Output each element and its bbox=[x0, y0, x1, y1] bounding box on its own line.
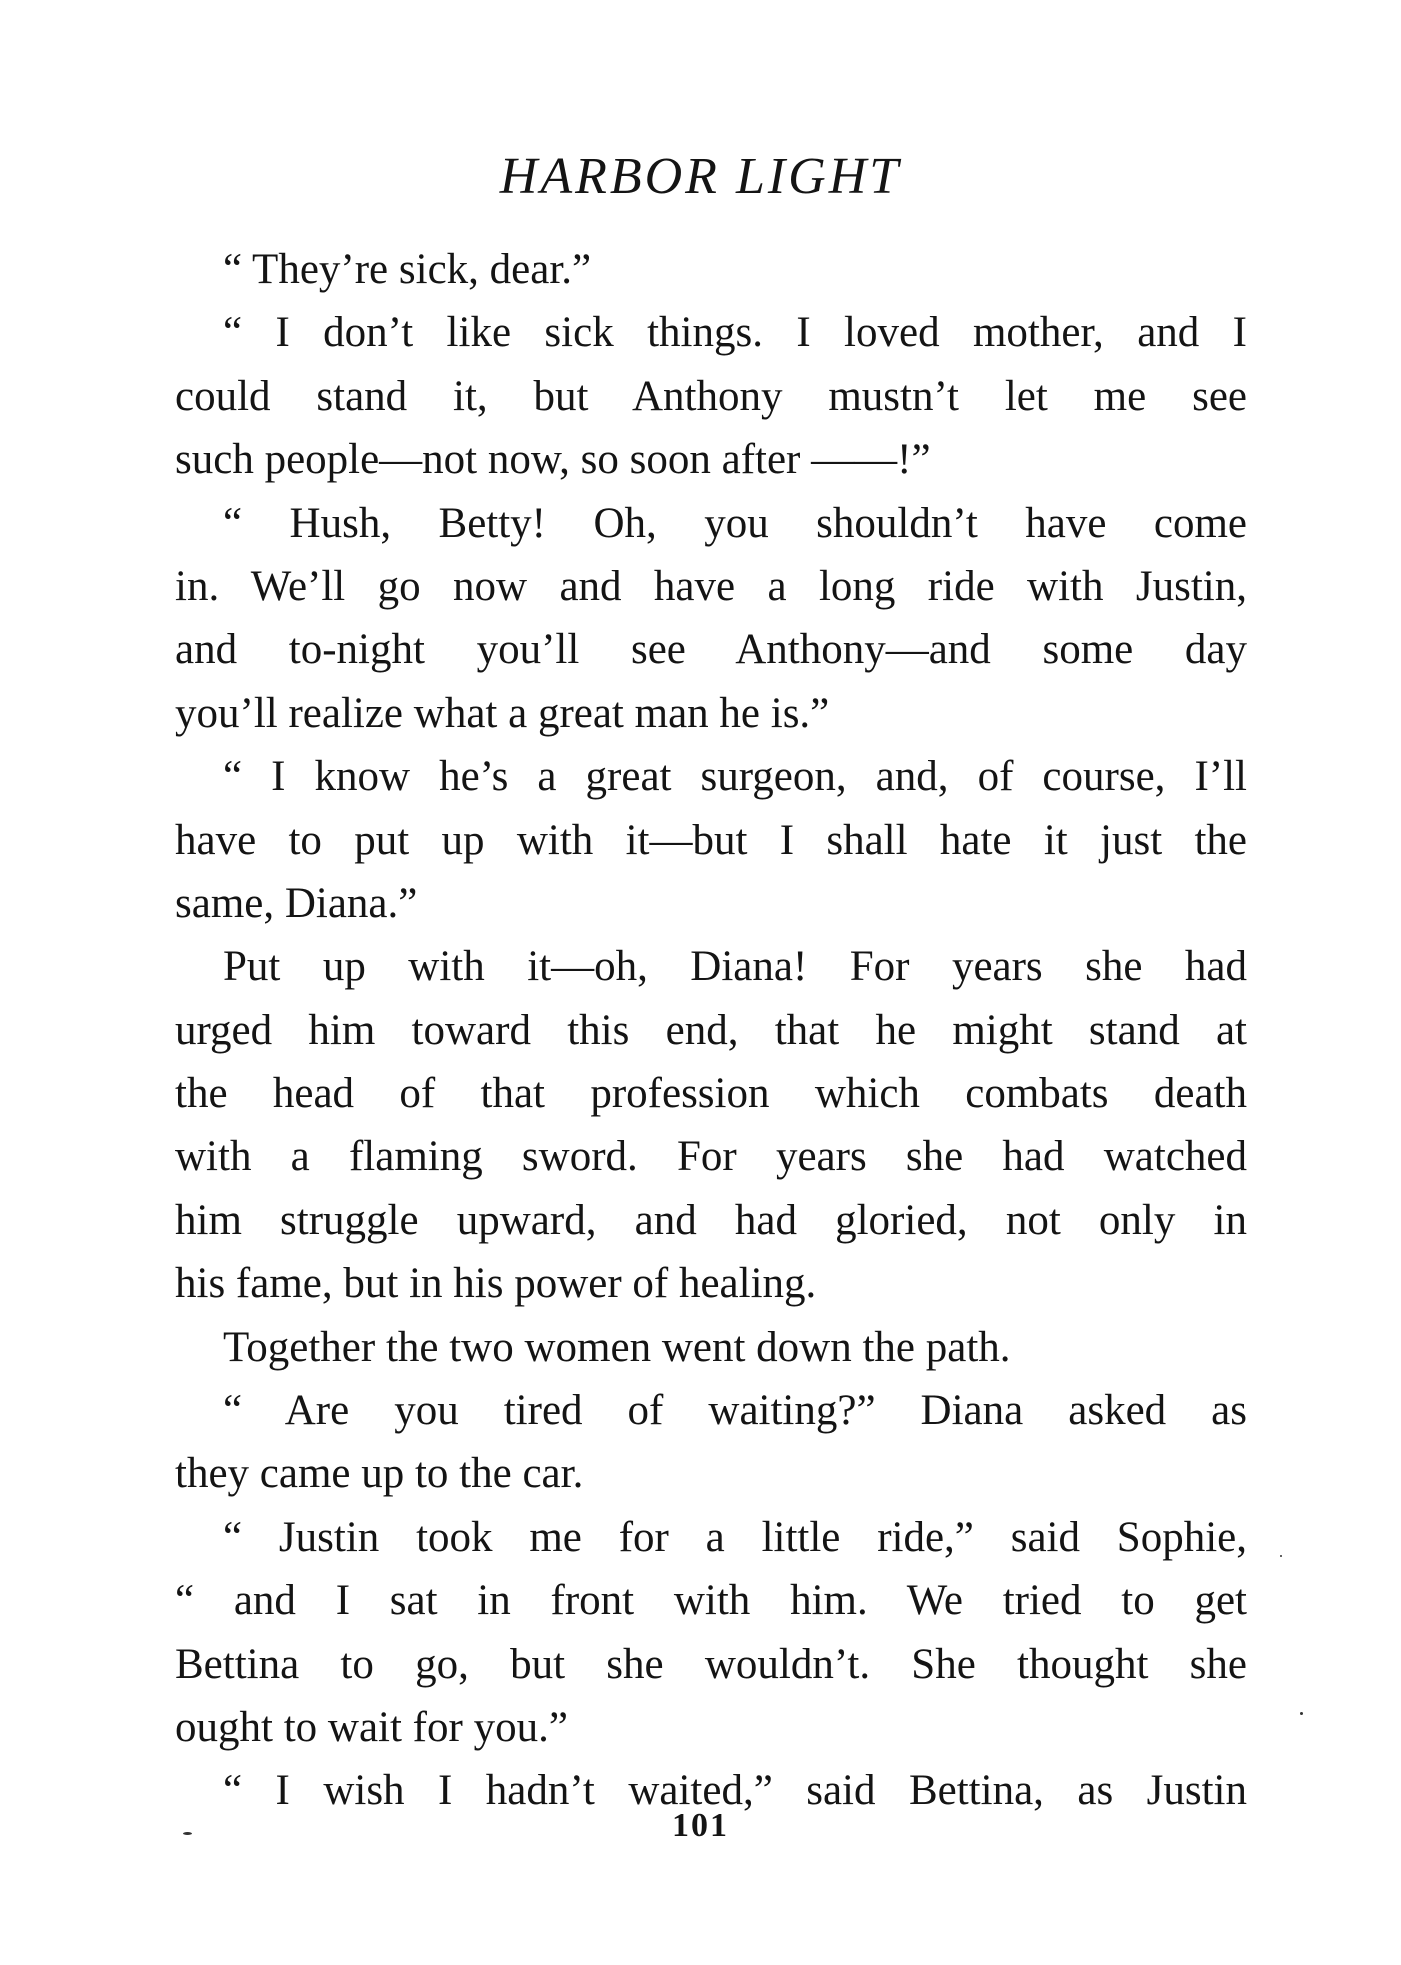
text-line: his fame, but in his power of healing. bbox=[175, 1260, 817, 1308]
print-speck bbox=[1280, 1555, 1282, 1557]
text-line: Put up with it—oh, Diana! For years she had bbox=[223, 943, 1247, 991]
text-line: “ I don’t like sick things. I loved mother, and I bbox=[223, 309, 1247, 357]
text-line: and to-night you’ll see Anthony—and some day bbox=[175, 626, 1247, 674]
text-line: “ I know he’s a great surgeon, and, of course, I’ll bbox=[223, 753, 1247, 801]
text-line: ought to wait for you.” bbox=[175, 1703, 568, 1751]
page-number: 101 bbox=[672, 1807, 729, 1844]
text-line: with a flaming sword. For years she had watched bbox=[175, 1133, 1247, 1181]
text-line: such people—not now, so soon after ——!” bbox=[175, 436, 931, 484]
print-speck bbox=[1300, 1712, 1303, 1715]
text-line: him struggle upward, and had gloried, not only in bbox=[175, 1196, 1247, 1244]
text-line: “ They’re sick, dear.” bbox=[223, 246, 592, 293]
running-head: HARBOR LIGHT bbox=[499, 148, 902, 205]
text-line: “ Are you tired of waiting?” Diana asked as bbox=[223, 1387, 1247, 1435]
text-line: they came up to the car. bbox=[175, 1450, 584, 1498]
text-line: could stand it, but Anthony mustn’t let me see bbox=[175, 372, 1247, 420]
text-line: “ Justin took me for a little ride,” said Sophie, bbox=[223, 1513, 1247, 1561]
text-line: same, Diana.” bbox=[175, 879, 418, 927]
text-line: “ I wish I hadn’t waited,” said Bettina, as Justin bbox=[223, 1767, 1247, 1815]
text-line: “ Hush, Betty! Oh, you shouldn’t have come bbox=[223, 499, 1247, 547]
body-text bbox=[175, 238, 1247, 1823]
print-speck bbox=[183, 1832, 192, 1835]
text-line: you’ll realize what a great man he is.” bbox=[175, 689, 830, 737]
text-line: in. We’ll go now and have a long ride with Justin, bbox=[175, 562, 1247, 610]
text-line: Bettina to go, but she wouldn’t. She thought she bbox=[175, 1640, 1247, 1688]
text-line: “ and I sat in front with him. We tried to get bbox=[175, 1577, 1247, 1625]
text-line: the head of that profession which combats death bbox=[175, 1070, 1247, 1118]
text-line: have to put up with it—but I shall hate it just the bbox=[175, 816, 1247, 864]
text-line: Together the two women went down the path. bbox=[223, 1323, 1011, 1371]
text-line: urged him toward this end, that he might stand at bbox=[175, 1006, 1247, 1054]
